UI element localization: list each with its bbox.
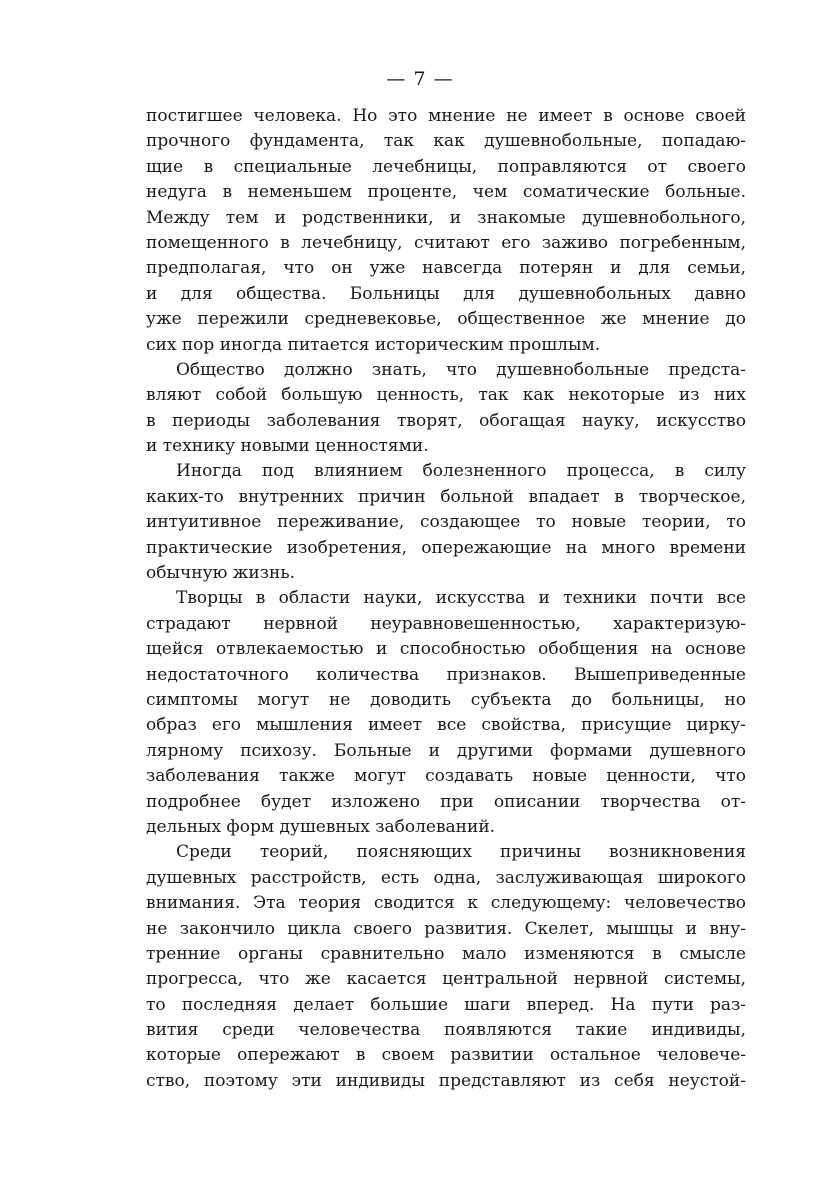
text-line: интуитивное переживание, создающее то новые теории, то xyxy=(146,512,746,533)
text-line: практические изобретения, опережающие на много времени xyxy=(146,537,746,558)
text-line: недуга в неменьшем проценте, чем соматические больные. xyxy=(146,182,746,203)
text-line: постигшее человека. Но это мнение не имеет в основе своей xyxy=(146,106,746,126)
text-line: Среди теорий, поясняющих причины возникновения xyxy=(176,842,746,863)
paragraph-5 xyxy=(146,840,746,1094)
text-line: ство, поэтому эти индивиды представляют из себя неустой- xyxy=(146,1070,746,1091)
text-line: в периоды заболевания творят, обогащая науку, искусство xyxy=(146,410,746,431)
text-line: подробнее будет изложено при описании творчества от- xyxy=(146,791,746,812)
text-line: страдают нервной неуравновешенностью, характеризую- xyxy=(146,613,746,634)
text-line: и для общества. Больницы для душевнобольных давно xyxy=(146,283,746,304)
text-line: обычную жизнь. xyxy=(146,563,296,584)
text-line: Иногда под влиянием болезненного процесса, в силу xyxy=(176,461,746,482)
text-line: и технику новыми ценностями. xyxy=(146,436,429,457)
text-line: Между тем и родственники, и знакомые душевнобольного, xyxy=(146,207,746,228)
text-line: уже пережили средневековье, общественное же мнение до xyxy=(146,309,746,330)
page-number: — 7 — xyxy=(386,68,454,90)
text-line: лярному психозу. Больные и другими формами душевного xyxy=(146,740,746,761)
paragraph-3 xyxy=(146,459,746,586)
text-line: щейся отвлекаемостью и способностью обобщения на основе xyxy=(146,639,746,660)
text-line: прочного фундамента, так как душевнобольные, попадаю- xyxy=(146,131,746,152)
text-line: прогресса, что же касается центральной нервной системы, xyxy=(146,969,746,990)
text-line: каких-то внутренних причин больной впадает в творческое, xyxy=(146,486,746,507)
text-line: Творцы в области науки, искусства и техники почти все xyxy=(176,588,746,609)
text-line: не закончило цикла своего развития. Скелет, мышцы и вну- xyxy=(146,918,746,939)
text-line: сих пор иногда питается историческим прошлым. xyxy=(146,334,601,355)
text-line: дельных форм душевных заболеваний. xyxy=(146,816,496,837)
text-line: то последняя делает большие шаги вперед. На пути раз- xyxy=(146,994,746,1015)
paragraph-2 xyxy=(146,358,746,460)
text-line: недостаточного количества признаков. Вышеприведенные xyxy=(146,664,746,685)
text-line: заболевания также могут создавать новые ценности, что xyxy=(146,766,746,787)
text-line: тренние органы сравнительно мало изменяются в смысле xyxy=(146,943,746,964)
text-line: предполагая, что он уже навсегда потерян и для семьи, xyxy=(146,258,746,279)
text-line: помещенного в лечебницу, считают его заживо погребенным, xyxy=(146,232,746,253)
text-line: внимания. Эта теория сводится к следующему: человечество xyxy=(146,893,746,914)
paragraph-4 xyxy=(146,586,746,840)
text-line: которые опережают в своем развитии остальное человече- xyxy=(146,1045,746,1066)
text-line: образ его мышления имеет все свойства, присущие цирку- xyxy=(146,715,746,736)
text-line: душевных расстройств, есть одна, заслуживающая широкого xyxy=(146,867,746,888)
text-line: Общество должно знать, что душевнобольные предста- xyxy=(176,359,746,380)
text-line: симптомы могут не доводить субъекта до больницы, но xyxy=(146,689,746,710)
body-text xyxy=(146,104,746,1094)
text-line: вляют собой большую ценность, так как некоторые из них xyxy=(146,385,746,406)
text-line: вития среди человечества появляются такие индивиды, xyxy=(146,1020,746,1041)
text-line: щие в специальные лечебницы, поправляются от своего xyxy=(146,156,746,177)
paragraph-1 xyxy=(146,104,746,358)
